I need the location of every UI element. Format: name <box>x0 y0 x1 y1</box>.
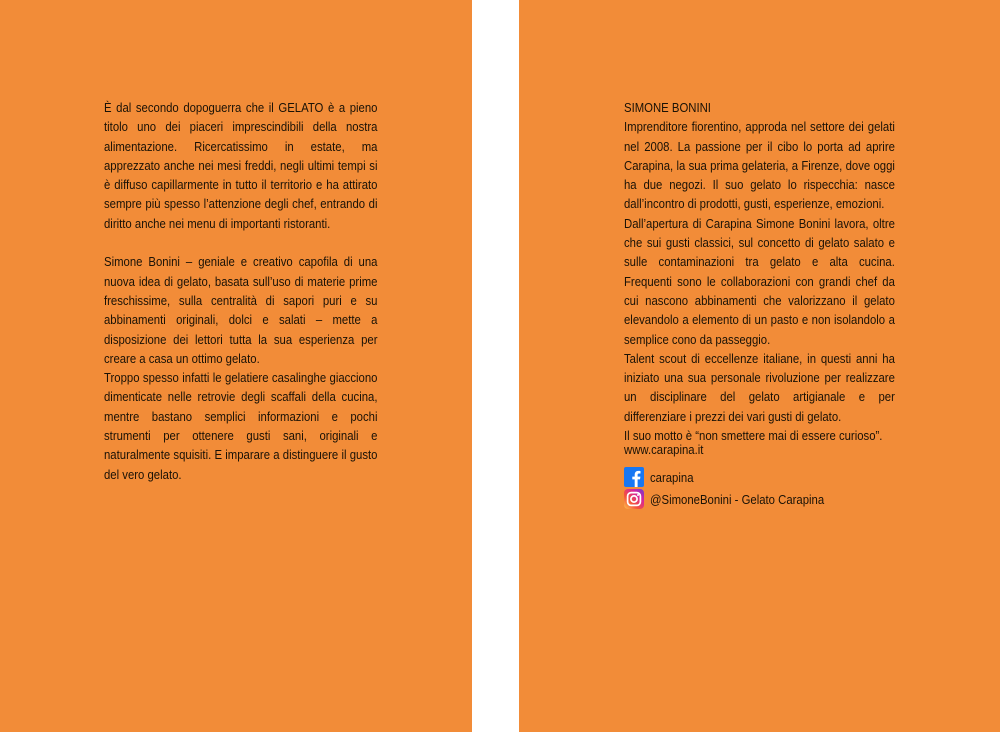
author-name: SIMONE BONINI <box>624 100 711 115</box>
facebook-handle[interactable]: carapina <box>650 469 694 485</box>
author-bio <box>624 98 895 445</box>
facebook-line[interactable] <box>624 466 853 488</box>
description-paragraph: Troppo spesso infatti le gelatiere casalinghe giacciono dimenticate nelle retrovie degli scaffali della cucina, mentre bastano semplici informazioni e pochi strumenti per ottenere gusti sani, originali e naturalmente squisiti. E imparare a distinguere il gusto del vero gelato. <box>104 370 378 482</box>
book-description <box>104 98 377 484</box>
instagram-line[interactable] <box>624 488 853 510</box>
instagram-handle[interactable]: @SimoneBonini - Gelato Carapina <box>650 491 825 507</box>
bio-paragraph: Talent scout di eccellenze italiane, in questi anni ha iniziato una sua personale rivoluzione per realizzare un disciplinare del gelato artigianale e per differenziare i prezzi dei vari gusti di gelato. <box>624 350 895 424</box>
website-line[interactable] <box>624 438 853 460</box>
author-contacts <box>624 438 853 510</box>
facebook-icon <box>624 467 644 487</box>
bio-paragraph: Imprenditore fiorentino, approda nel settore dei gelati nel 2008. La passione per il cibo lo porta ad aprire Carapina, la sua prima gelateria, a Firenze, dove oggi ha due negozi. Il suo gelato lo rispecchia: nasce dall’incontro di prodotti, gusti, esperienze, emozioni. <box>624 119 895 212</box>
website-link[interactable]: www.carapina.it <box>624 441 704 457</box>
description-paragraph: È dal secondo dopoguerra che il GELATO è a pieno titolo uno dei piaceri imprescindibili della nostra alimentazione. Ricercatissimo in estate, ma apprezzato anche nei mesi freddi, negli ultimi tempi si è diffuso capillarmente in tutto il territorio e ha attirato sempre più spesso l’attenzione degli chef, entrando di diritto anche nei menu di importanti ristoranti. <box>104 100 378 231</box>
instagram-icon <box>624 489 644 509</box>
bio-paragraph: Il suo motto è “non smettere mai di essere curioso”. <box>624 428 883 444</box>
spine-gutter <box>472 0 519 732</box>
bio-paragraph: Dall’apertura di Carapina Simone Bonini lavora, oltre che sui gusti classici, sul concetto di gelato salato e sulle contaminazioni tra gelato e alta cucina. Frequenti sono le collaborazioni con grandi chef da cui nascono abbinamenti che valorizzano il gelato elevandolo a elemento di un pasto e non isolandolo a semplice cono da passeggio. <box>624 215 895 347</box>
description-paragraph: Simone Bonini – geniale e creativo capofila di una nuova idea di gelato, basata sull’uso di materie prime freschissime, sulla centralità di sapori puri e su abbinamenti originali, dolci e salati – mette a disposizione dei lettori tutta la sua esperienza per creare a casa un ottimo gelato. <box>104 254 378 366</box>
